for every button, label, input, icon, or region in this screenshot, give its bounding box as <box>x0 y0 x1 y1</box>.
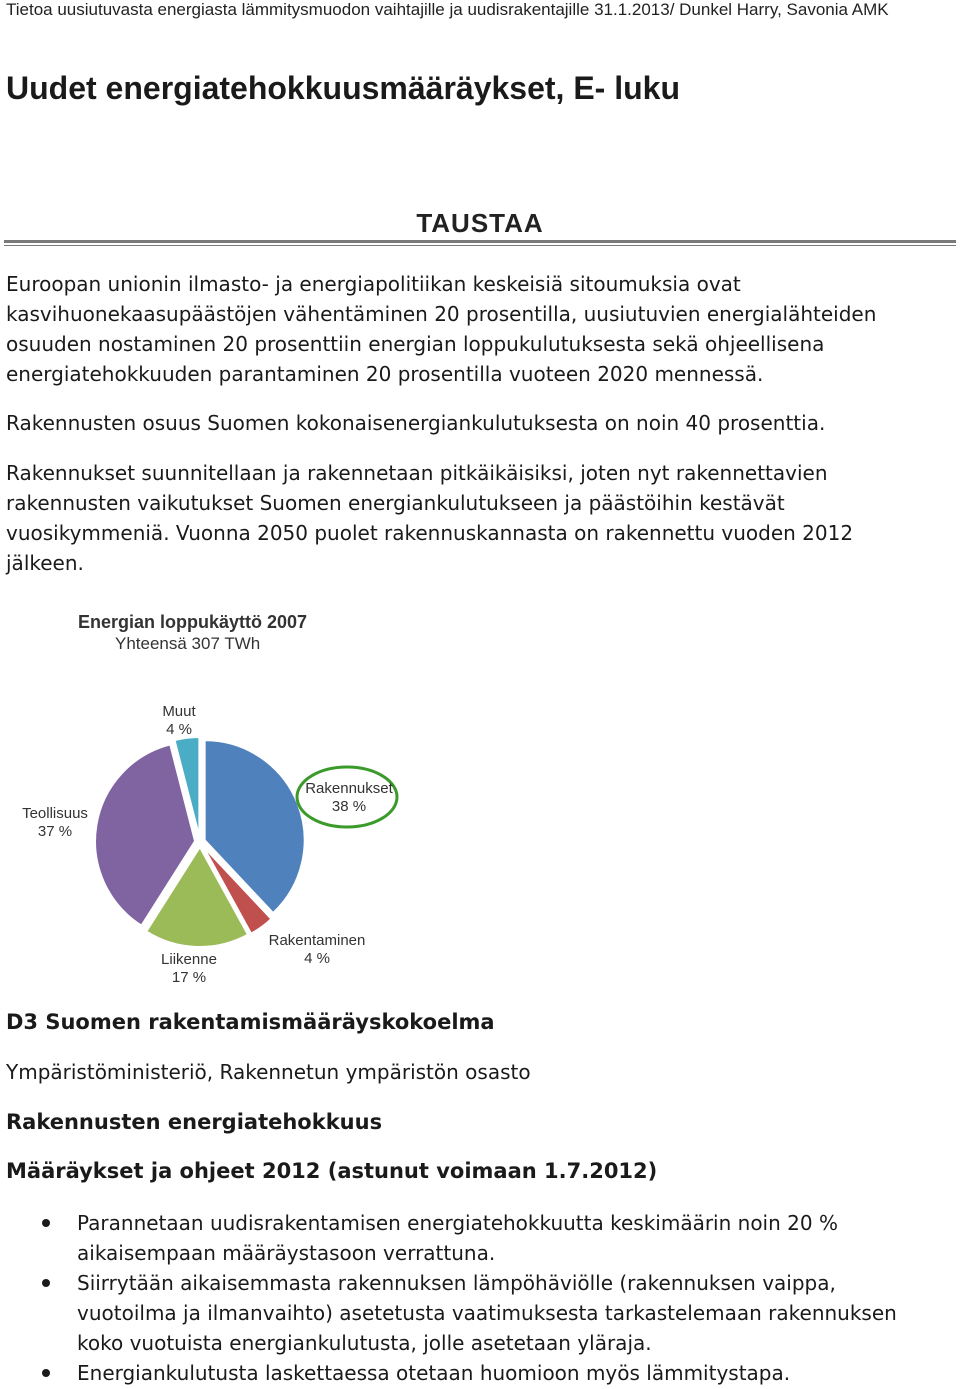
slice-label-teollisuus: Teollisuus <box>22 805 88 822</box>
list-item: Parannetaan uudisrakentamisen energiatehokkuutta keskimäärin noin 20 % aikaisempaan määräystasoon verrattuna. <box>0 1208 927 1268</box>
slice-value-muut: 4 % <box>166 721 192 738</box>
list-item: Energiankulutusta laskettaessa otetaan huomioon myös lämmitystapa. <box>0 1358 927 1388</box>
heading-rules-2012: Määräykset ja ohjeet 2012 (astunut voimaan 1.7.2012) <box>6 1159 658 1183</box>
section-title: TAUSTAA <box>416 208 544 238</box>
running-header: Tietoa uusiutuvasta energiasta lämmitysmuodon vaihtajille ja uudisrakentajille 31.1.2013/ Dunkel Harry, Savonia AMK <box>6 0 889 19</box>
paragraph-eu-commitments: Euroopan unionin ilmasto- ja energiapolitiikan keskeisiä sitoumuksia ovat kasvihuonekaasupäästöjen vähentäminen 20 prosentilla, uusiutuvien energialähteiden osuuden nostaminen 20 prosenttiin energian loppukulutuksesta sekä ohjeellisena energiatehokkuuden parantaminen 20 prosentilla vuoteen 2020 mennessä. <box>6 272 877 386</box>
heading-energy-efficiency: Rakennusten energiatehokkuus <box>6 1110 383 1134</box>
chart-title: Energian loppukäyttö 2007 <box>78 612 308 632</box>
bullet-dot <box>42 1369 50 1377</box>
bullet-list <box>0 1208 940 1388</box>
slice-value-teollisuus: 37 % <box>37 823 73 840</box>
paragraph-long-lifespan: Rakennukset suunnitellaan ja rakennetaan pitkäikäisiksi, joten nyt rakennettavien rakennusten vaikutukset Suomen energiankulutukseen ja päästöihin kestävät vuosikymmeniä. Vuonna 2050 puolet rakennuskannasta on rakennettu vuoden 2012 jälkeen. <box>6 461 854 575</box>
heading-d3-collection: D3 Suomen rakentamismääräyskokoelma <box>6 1010 495 1034</box>
bullet-dot <box>42 1219 50 1227</box>
pie-chart-container <box>0 600 430 992</box>
chart-subtitle: Yhteensä 307 TWh <box>115 634 261 653</box>
paragraph-buildings-share: Rakennusten osuus Suomen kokonaisenergiankulutuksesta on noin 40 prosenttia. <box>6 411 826 435</box>
section-divider <box>4 240 956 246</box>
slice-value-rakentaminen: 4 % <box>304 950 330 967</box>
rakennukset-highlight-ring <box>297 767 397 827</box>
slice-value-liikenne: 17 % <box>171 969 207 986</box>
slice-label-muut: Muut <box>162 703 196 720</box>
slice-label-rakentaminen: Rakentaminen <box>268 932 366 949</box>
slice-label-liikenne: Liikenne <box>161 951 217 968</box>
page-title: Uudet energiatehokkuusmääräykset, E- luku <box>6 70 680 106</box>
list-item: Siirrytään aikaisemmasta rakennuksen lämpöhäviölle (rakennuksen vaippa, vuotoilma ja ilmanvaihto) asetetusta vaatimuksesta tarkastelemaan rakennuksen koko vuotuista energiankulutusta, jolle asetetaan yläraja. <box>0 1268 927 1358</box>
ministry-line: Ympäristöministeriö, Rakennetun ympäristön osasto <box>6 1060 531 1084</box>
slice-value-rakennukset: 38 % <box>331 798 367 815</box>
slice-label-rakennukset: Rakennukset <box>305 780 393 797</box>
energy-pie-chart <box>0 600 430 992</box>
bullet-dot <box>42 1279 50 1287</box>
